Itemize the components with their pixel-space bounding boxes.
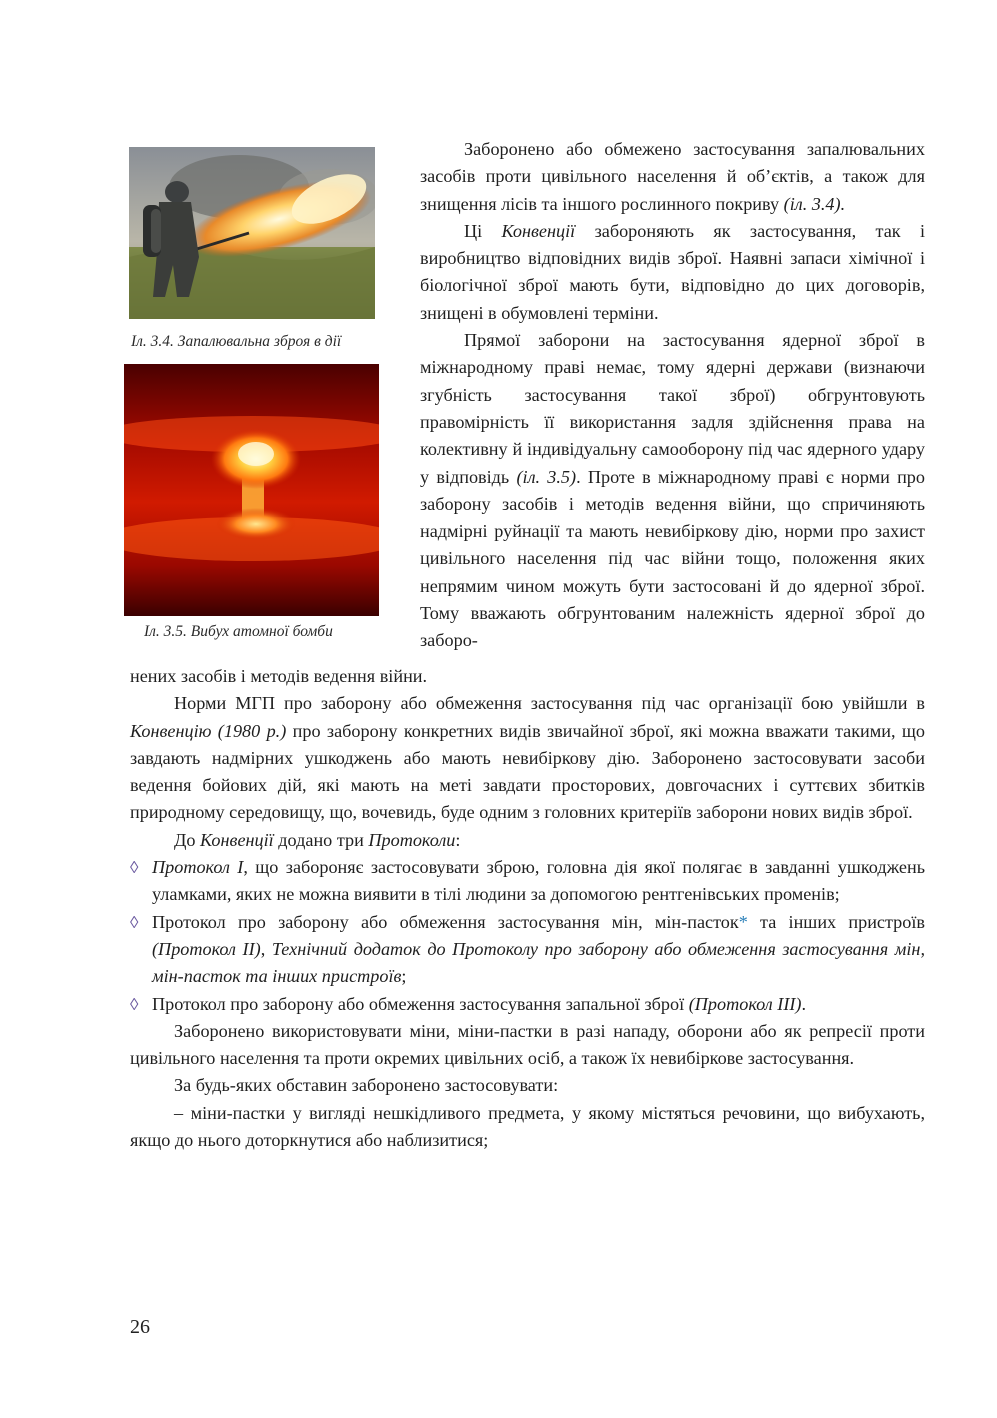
- paragraph: [130, 690, 925, 826]
- paragraph-text: :: [455, 829, 461, 850]
- figure-caption: Іл. 3.4. Запалювальна зброя в дії: [131, 333, 342, 350]
- list-item-text: Протокол про заборону або обмеження застосування мін, мін-пасток: [152, 911, 739, 932]
- paragraph-continuation: нених засобів і методів ведення війни.: [130, 666, 428, 686]
- paragraph: [420, 136, 925, 218]
- paragraph-text: . Проте в міжнародному праві є норми про заборону засобів і методів ведення війни, що спричиняють надмірні руйнації та мають невибіркову дію, норми про захист цивільного населення під час війни тощо, положення яких непрямим чином можуть бути застосовані й до ядерної зброї. Тому вважають обгрунтованим належність ядерної зброї до заборо-: [420, 466, 925, 651]
- list-item-text: ,: [260, 938, 272, 959]
- page-number: 26: [130, 1316, 150, 1338]
- paragraph: [420, 327, 925, 655]
- main-text: [130, 663, 925, 1154]
- footnote-marker[interactable]: *: [738, 911, 748, 932]
- diamond-bullet-icon: ◊: [130, 994, 139, 1014]
- paragraph: [420, 218, 925, 327]
- figure-caption: Іл. 3.5. Вибух атомної бомби: [144, 623, 333, 640]
- emphasis-term: Конвенцію (1980 р.): [130, 720, 287, 741]
- list-item-text: .: [801, 993, 807, 1014]
- list-item-text: , що забороняє застосовувати зброю, головна дія якої полягає в завданні ушкоджень уламками, яких не можна виявити в тілі людини за допомогою рентгенівських променів;: [152, 857, 925, 905]
- paragraph: – міни-пастки у вигляді нешкідливого предмета, у якому містяться речовини, що вибухають, якщо до нього доторкнутися або наблизитися;: [130, 1102, 925, 1151]
- paragraph-text: про заборону конкретних видів звичайної зброї, які можна вважати такими, що завдають надмірних ушкоджень або мають невибіркову дію. Заборонено застосовувати засоби ведення бойових дій, які мають на меті завдати просторових, довгочасних і суттєвих збитків природному середовищу, що, вочевидь, буде одним з головних критеріїв заборони нових видів зброї.: [130, 720, 926, 823]
- diamond-bullet-icon: ◊: [130, 912, 139, 932]
- paragraph: [130, 827, 925, 854]
- list-item: [130, 991, 925, 1018]
- paragraph-text: Норми МГП про заборону або обмеження застосування під час організації бою увійшли в: [174, 693, 925, 714]
- list-item-text: та інших пристроїв: [747, 911, 925, 932]
- paragraph-text: додано три: [273, 829, 369, 850]
- paragraph-text: Прямої заборони на застосування ядерної зброї в міжнародному праві немає, тому ядерні держави (визнаючи згубність застосування такої зброї) обгрунтовують правомірність її використання задля здійснення права на колективну й індивідуальну самооборону під час ядерного удару у відповідь: [420, 330, 925, 487]
- paragraph: Заборонено використовувати міни, міни-пастки в разі нападу, оборони або як репресії проти цивільного населення та проти окремих цивільних осіб, а також їх невибіркове застосування.: [130, 1020, 925, 1069]
- paragraph-text: Ці: [464, 220, 502, 241]
- emphasis-term: Технічний додаток до Протоколу про заборону або обмеження застосування мін, мін-пасток та інших пристроїв: [152, 938, 925, 987]
- paragraph-text: До: [174, 829, 201, 850]
- paragraph: За будь-яких обставин заборонено застосовувати:: [174, 1075, 559, 1096]
- list-item: [130, 854, 925, 909]
- paragraph-text: Заборонено або обмежено застосування запалювальних засобів проти цивільного населення й об’єктів, а також для знищення лісів та іншого рослинного покриву: [420, 139, 925, 214]
- diamond-bullet-icon: ◊: [130, 858, 139, 878]
- atomic-explosion-photo: [124, 364, 379, 616]
- protocol-list: [130, 854, 925, 1018]
- flamethrower-figure: [129, 147, 375, 319]
- figure-reference: (іл. 3.4).: [783, 193, 846, 214]
- atomic-explosion-figure: [124, 364, 379, 616]
- emphasis-term: Протоколи: [368, 829, 456, 850]
- emphasis-term: (Протокол III): [688, 993, 802, 1014]
- list-item: [130, 909, 925, 991]
- list-item-text: Протокол про заборону або обмеження застосування запальної зброї: [152, 993, 689, 1014]
- emphasis-term: (Протокол II): [152, 938, 261, 959]
- emphasis-term: Конвенції: [501, 220, 576, 241]
- figure-reference: (іл. 3.5): [516, 466, 577, 487]
- text-column: [420, 136, 925, 655]
- emphasis-term: Протокол I: [152, 857, 244, 878]
- paragraph-text: забороняють як застосування, так і виробництво відповідних видів зброї. Наявні запаси хімічної і біологічної зброї мають бути, відповідно до цих договорів, знищені в обумовлені терміни.: [420, 220, 926, 323]
- emphasis-term: Конвенції: [200, 829, 274, 850]
- flamethrower-photo: [129, 147, 375, 319]
- list-item-text: ;: [401, 966, 407, 987]
